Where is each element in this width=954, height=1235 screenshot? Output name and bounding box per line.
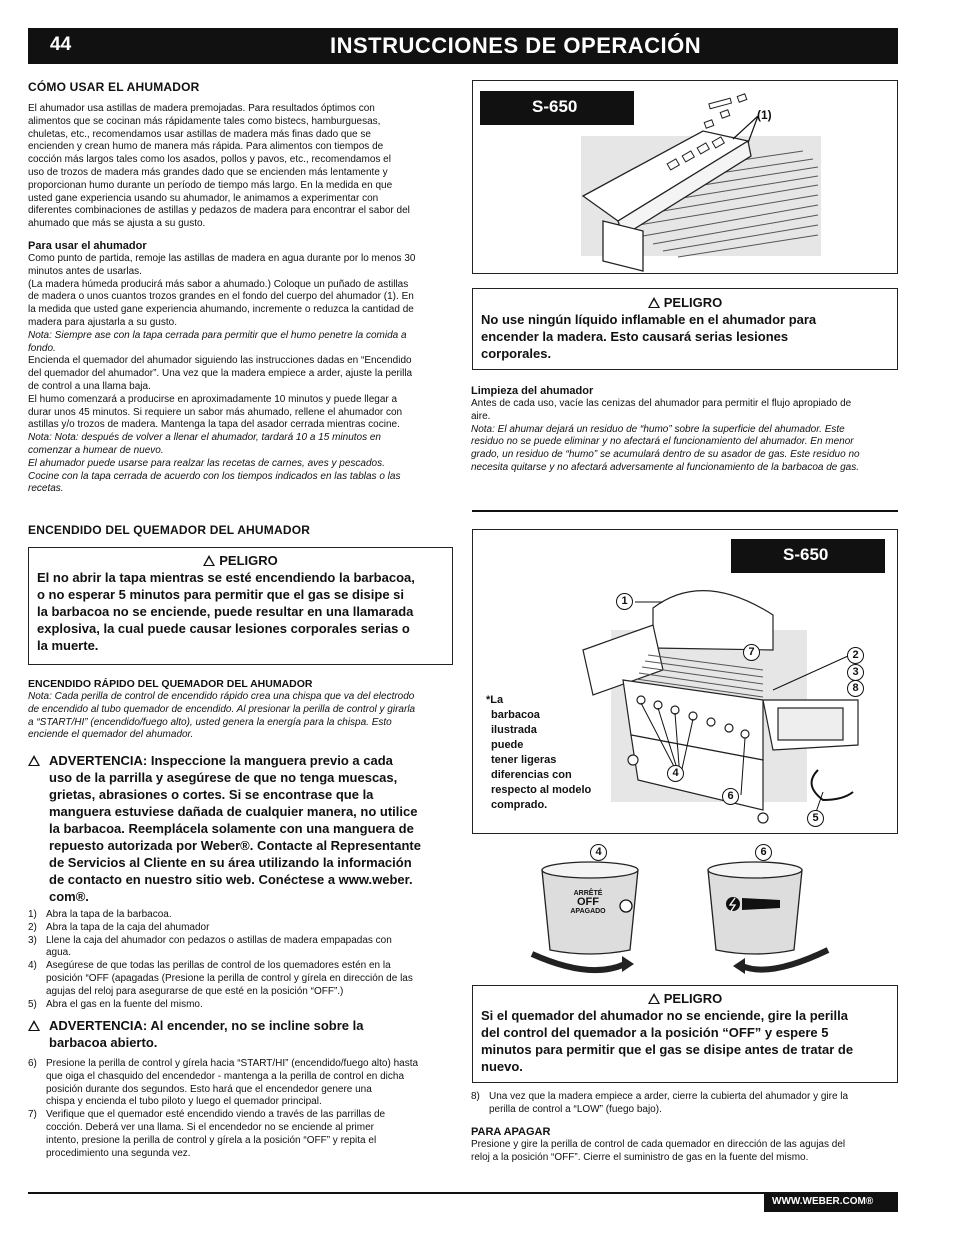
text-line: grietas, abrasiones o cortes. Si se encontrase que la	[49, 787, 374, 802]
text-line: ADVERTENCIA: Inspeccione la manguera previo a cada	[49, 753, 393, 768]
lighting-heading: ENCENDIDO DEL QUEMADOR DEL AHUMADOR	[28, 523, 311, 537]
quick-heading: ENCENDIDO RÁPIDO DEL QUEMADOR DEL AHUMADOR	[28, 678, 313, 690]
text-line: aire.	[471, 410, 491, 422]
caption-line: diferencias con	[491, 769, 572, 781]
warning-icon	[28, 1020, 40, 1031]
step-text: Asegúrese de que todas las perillas de control de los quemadores estén en la	[46, 960, 391, 972]
caption-line: comprado.	[491, 799, 548, 811]
text-line: cocción más largos tales como los asados, pollos y pavos, etc., recomendamos el	[28, 154, 391, 166]
text-line: o no esperar 5 minutos para permitir que el gas se disipe si	[37, 587, 405, 602]
page-title: INSTRUCCIONES DE OPERACIÓN	[330, 33, 702, 58]
text-line: necesita quitarse y no afectará adversamente al funcionamiento de la barbacoa de gas.	[471, 461, 860, 473]
step-number: 7)	[28, 1109, 37, 1121]
text-line: del control del quemador a la posición “OFF” y espere 5	[481, 1025, 829, 1040]
step-8	[471, 1091, 901, 1117]
quick-lighting	[28, 678, 458, 742]
text-line: la barbacoa. Reemplácela solamente con una manguera de	[49, 821, 414, 836]
text-line: encienden y crean humo de manera más rápida. Para alimentos con tiempos de	[28, 141, 384, 153]
callout-1: 1	[616, 593, 633, 610]
step-text: agujas del reloj para asegurarse de que esté en la posición “OFF”.)	[46, 985, 344, 997]
caption-line: puede	[491, 739, 524, 751]
list-item	[471, 1091, 901, 1117]
page-header	[28, 28, 898, 64]
step-number: 3)	[28, 934, 37, 946]
danger-title: PELIGRO	[481, 990, 889, 1007]
danger-box-no-ignite	[472, 985, 898, 1083]
figure-smoker-box	[472, 80, 898, 274]
list-item	[28, 1058, 458, 1109]
sub-heading: Para usar el ahumador	[28, 239, 147, 252]
danger-box-flammable	[472, 288, 898, 370]
text-line: del quemador del ahumador”. Una vez que la madera empiece a arder, ajuste la perilla	[28, 368, 413, 380]
danger-title: PELIGRO	[37, 552, 444, 569]
text-line: madera para ajustarla a su gusto.	[28, 316, 177, 328]
caption-line: tener ligeras	[491, 754, 557, 766]
figure-caption	[486, 693, 591, 813]
text-line: repuesto autorizada por Weber®. Contacte al Representante	[49, 838, 421, 853]
text-line: minutos para permitir que el gas se disipe antes de tratar de	[481, 1042, 854, 1057]
model-label: S-650	[480, 91, 634, 125]
step-text: posición durante dos segundos. Esto hará que el encendedor genere una	[46, 1083, 372, 1095]
text-line: El humo comenzará a producirse en aproximadamente 10 minutos y puede llegar a	[28, 393, 398, 405]
figure-grill-box	[472, 529, 898, 834]
step-text: intento, presione la perilla de control y gírela a la posición “OFF” y repita el	[46, 1134, 377, 1146]
text-line: uso de trozos de madera más grandes dado que se encienden más lentamente y	[28, 166, 388, 178]
step-number: 8)	[471, 1091, 480, 1102]
step-text: procedimiento una segunda vez.	[46, 1147, 191, 1159]
step-number: 5)	[28, 998, 37, 1010]
text-line: ADVERTENCIA: Al encender, no se incline sobre la	[49, 1018, 364, 1033]
step-number: 4)	[28, 960, 37, 972]
step-text: Una vez que la madera empiece a arder, cierre la cubierta del ahumador y gire la	[489, 1091, 849, 1102]
text-line: Presione y gire la perilla de control de cada quemador en dirección de las agujas del	[471, 1139, 846, 1150]
shutdown-text	[471, 1139, 901, 1165]
page-number: 44	[50, 34, 72, 55]
list-item	[28, 909, 458, 922]
warning-icon	[28, 755, 40, 766]
text-line: uso de la parrilla y asegúrese de que no tenga muescas,	[49, 770, 398, 785]
section-heading: CÓMO USAR EL AHUMADOR	[28, 80, 200, 94]
text-line: comenzar a humear de nuevo.	[28, 444, 164, 456]
steps-6-7	[28, 1058, 458, 1160]
text-line: (La madera húmeda producirá más sabor a ahumado.) Coloque un puñado de astillas	[28, 278, 409, 290]
step-text: Abra el gas en la fuente del mismo.	[46, 998, 203, 1010]
text-line: chuletas, etc., recomendamos usar astillas de madera más finas dado que se	[28, 128, 371, 140]
step-text: cocción. Deberá ver una llama. Si el encendedor no se enciende al primer	[46, 1121, 374, 1133]
text-line: fondo.	[28, 342, 56, 354]
text-line: Encienda el quemador del ahumador siguiendo las instrucciones dadas en “Encendido	[28, 355, 412, 367]
text-line: la medida que usted gane experiencia ahumando, incremente o reduzca la cantidad de	[28, 304, 414, 316]
text-line: Nota: Siempre ase con la tapa cerrada para permitir que el humo penetre la comida a	[28, 329, 407, 341]
text-line: Como punto de partida, remoje las astillas de madera en agua durante por lo menos 30	[28, 252, 416, 264]
step-text: Verifique que el quemador esté encendido viendo a través de las parrillas de	[46, 1109, 386, 1121]
warning-text	[28, 752, 458, 905]
text-line: la barbacoa no se enciende, puede resultar en una llamarada	[37, 604, 414, 619]
step-number: 1)	[28, 909, 37, 920]
step-text: Abra la tapa de la caja del ahumador	[46, 921, 210, 933]
text-line: de contacto en nuestro sitio web. Conéctese a www.weber.	[49, 872, 413, 887]
text-line: El ahumador usa astillas de madera premojadas. Para resultados óptimos con	[28, 103, 375, 114]
text-line: grado, un residuo de “humo” se acumulará dentro de su asador de gas. Este residuo no	[471, 449, 860, 461]
text-line: Nota: El ahumar dejará un residuo de “humo” sobre la superficie del ahumador. Este	[471, 423, 845, 435]
warning-icon	[203, 555, 215, 566]
warning-text	[28, 1017, 458, 1051]
callout-4: 4	[590, 844, 607, 861]
caption-line: ilustrada	[491, 724, 537, 736]
text-line: com®.	[49, 889, 89, 904]
danger-text	[481, 311, 889, 362]
step-text: agua.	[46, 947, 72, 959]
list-item	[28, 960, 458, 998]
callout-6: 6	[722, 788, 739, 805]
text-line: astillas y/o trozos de madera. Mantenga la tapa del asador cerrada mientras cocine.	[28, 419, 400, 431]
text-line: El ahumador puede usarse para realzar las recetas de carnes, aves y pescados.	[28, 457, 385, 469]
step-text: Llene la caja del ahumador con pedazos o astillas de madera empapadas con	[46, 934, 392, 946]
caption-line: barbacoa	[491, 709, 540, 721]
warning-lean	[28, 1017, 458, 1051]
footer-url-bar	[764, 1192, 898, 1212]
text-line: El no abrir la tapa mientras se esté encendiendo la barbacoa,	[37, 570, 415, 585]
danger-box-lid	[28, 547, 453, 665]
caption-line: respecto al modelo	[491, 784, 592, 796]
step-number: 2)	[28, 921, 37, 933]
text-line: alimentos que se cocinan más rápidamente tales como bistecs, hamburguesas,	[28, 115, 381, 127]
step-text: que oiga el chasquido del encendedor - mantenga a la perilla de control en dicha	[46, 1070, 405, 1082]
text-line: manguera estuviese dañada de cualquier manera, no utilice	[49, 804, 418, 819]
text-line: de control a una llama baja.	[28, 380, 151, 392]
text-line: diferentes combinaciones de astillas y pedazos de madera para encontrar el sabor del	[28, 205, 410, 217]
callout-7: 7	[743, 644, 760, 661]
text-line: a “START/HI” (encendido/fuego alto), usted genera la energía para la chispa. Esto	[28, 716, 392, 728]
text-line: de madera o unos cuantos trozos grandes en el fondo del cuerpo del ahumador (1). En	[28, 291, 414, 303]
text-line: de Servicios al Cliente en su área utilizando la información	[49, 855, 412, 870]
text-line: Si el quemador del ahumador no se enciende, gire la perilla	[481, 1008, 848, 1023]
steps-list	[28, 909, 458, 1011]
text-line: proporcionan humo durante un período de tiempo más largo. En la medida en que	[28, 179, 393, 191]
off-labels: ARRÊTÉ OFF APAGADO	[570, 890, 606, 915]
warning-icon	[648, 993, 660, 1004]
text-line: reloj a la posición “OFF”. Cierre el suministro de gas en la fuente del mismo.	[471, 1151, 809, 1163]
callout-6: 6	[755, 844, 772, 861]
smoker-use-section	[28, 80, 458, 496]
callout-4: 4	[667, 765, 684, 782]
quick-note	[28, 691, 458, 742]
text-line: durar unos 45 minutos. Si requiere un sabor más ahumado, rellene el ahumador con	[28, 406, 403, 418]
list-item	[28, 922, 458, 935]
danger-title: PELIGRO	[481, 294, 889, 311]
text-line: Nota: Cada perilla de control de encendido rápido crea una chispa que va del electrodo	[28, 691, 415, 702]
list-item	[28, 999, 458, 1012]
use-instructions	[28, 253, 458, 496]
warning-icon	[648, 297, 660, 308]
danger-text	[37, 569, 444, 654]
intro-paragraph	[28, 103, 458, 231]
callout-2: 2	[847, 647, 864, 664]
knob-figure	[530, 842, 830, 977]
steps-1-5	[28, 909, 458, 1011]
step-text: chispa y encienda el tubo piloto y luego el quemador principal.	[46, 1096, 322, 1108]
text-line: usted gane experiencia usando su ahumador, le animamos a experimentar con	[28, 192, 379, 204]
text-line: corporales.	[481, 346, 552, 361]
section-divider	[472, 510, 898, 512]
step-text: perilla de control a “LOW” (fuego bajo).	[489, 1103, 662, 1115]
text-line: nuevo.	[481, 1059, 523, 1074]
text-line: ahumado que más se ajusta a su gusto.	[28, 218, 206, 230]
cleaning-heading: Limpieza del ahumador	[471, 385, 594, 397]
danger-text	[481, 1007, 889, 1075]
callout-5: 5	[807, 810, 824, 827]
list-item	[28, 1109, 458, 1160]
steps-list	[471, 1091, 901, 1117]
callout-8: 8	[847, 680, 864, 697]
text-line: la muerte.	[37, 638, 99, 653]
step-text: Presione la perilla de control y gírela hacia “START/HI” (encendido/fuego alto) hasta	[46, 1058, 419, 1069]
warning-hose	[28, 752, 458, 905]
shutdown-heading: PARA APAGAR	[471, 1126, 551, 1138]
step-number: 6)	[28, 1058, 37, 1069]
cleaning-text	[471, 398, 901, 475]
step-text: posición “OFF (apagadas (Presione la perilla de control y gírela en dirección de las	[46, 972, 413, 984]
callout-3: 3	[847, 664, 864, 681]
text-line: de encendido al tubo quemador de encendido. Al presionar la perilla de control y girarla	[28, 703, 416, 715]
text-line: encender la madera. Esto causará serias lesiones	[481, 329, 789, 344]
text-line: Nota: Nota: después de volver a llenar el ahumador, tardará 10 a 15 minutos en	[28, 432, 381, 444]
smoker-illustration	[473, 81, 897, 273]
cleaning-section	[471, 385, 901, 475]
callout-1: (1)	[757, 108, 772, 122]
text-line: No use ningún líquido inflamable en el ahumador para	[481, 312, 817, 327]
steps-list	[28, 1058, 458, 1160]
text-line: barbacoa abierto.	[49, 1035, 158, 1050]
text-line: Antes de cada uso, vacíe las cenizas del ahumador para permitir el flujo apropiado de	[471, 398, 852, 409]
text-line: residuo no se puede eliminar y no afectará el funcionamiento del ahumador. En menor	[471, 436, 854, 448]
list-item	[28, 935, 458, 961]
text-line: recetas.	[28, 483, 64, 495]
step-text: Abra la tapa de la barbacoa.	[46, 909, 172, 920]
text-line: enciende el quemador del ahumador.	[28, 729, 194, 741]
model-label: S-650	[731, 539, 885, 573]
caption-line: *La	[486, 694, 504, 706]
text-line: explosiva, la cual puede causar lesiones corporales serias o	[37, 621, 410, 636]
shutdown-section	[471, 1126, 901, 1165]
text-line: Cocine con la tapa cerrada de acuerdo con los tiempos indicados en las tablas o las	[28, 470, 401, 482]
text-line: minutos antes de usarlas.	[28, 265, 142, 277]
footer-url: WWW.WEBER.COM®	[772, 1196, 874, 1207]
